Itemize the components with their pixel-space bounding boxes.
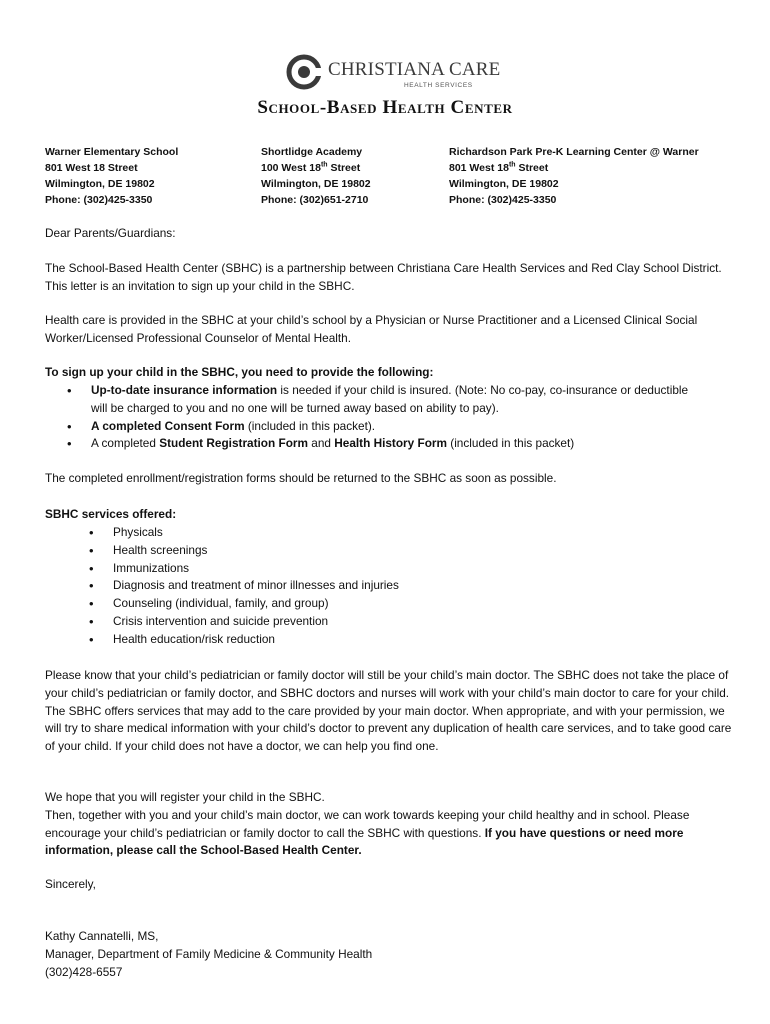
signer-name: Kathy Cannatelli, MS, <box>45 929 159 943</box>
list-item: • Diagnosis and treatment of minor illnesses and injuries <box>89 577 689 595</box>
address-block-richardson-park <box>449 144 699 208</box>
list-item: • Counseling (individual, family, and group) <box>89 595 689 613</box>
logo-subtitle: HEALTH SERVICES <box>404 82 473 89</box>
page-title: School-Based Health Center <box>257 97 513 118</box>
return-note: The completed enrollment/registration forms should be returned to the SBHC as soon as possible. <box>45 471 557 485</box>
street-address: 801 West 18th Street <box>449 161 549 174</box>
list-item: • Health screenings <box>89 542 689 560</box>
list-item: • Up-to-date insurance information is needed if your child is insured. (Note: No co-pay, co-insurance or deductible will be charged to you and no one will be turned away based on ability to pay). <box>67 382 707 418</box>
list-item: • A completed Consent Form (included in this packet). <box>67 418 707 436</box>
list-item: • Health education/risk reduction <box>89 631 689 649</box>
signature-block <box>45 928 735 981</box>
doctor-paragraph: Please know that your child’s pediatrician or family doctor will still be your child’s main doctor. The SBHC does not take the place of your child’s pediatrician or family doctor, and SBHC doctors and nurses will work with your child’s main doctor to care for your child. The SBHC offers services that may add to the care provided by your main doctor. When appropriate, and with your permission, we will try to share medical information with your child’s doctor to prevent any duplication of health care services, and to take good care of your child. If your child does not have a doctor, we can help you find one. <box>45 668 732 754</box>
services-list <box>89 524 689 649</box>
closing: Sincerely, <box>45 877 96 891</box>
phone-number: Phone: (302)425-3350 <box>45 194 153 206</box>
services-heading: SBHC services offered: <box>45 507 177 521</box>
greeting: Dear Parents/Guardians: <box>45 226 176 240</box>
list-item: • Crisis intervention and suicide prevention <box>89 613 689 631</box>
address-block-shortlidge <box>261 144 371 208</box>
city-state-zip: Wilmington, DE 19802 <box>449 178 559 190</box>
hope-line: We hope that you will register your child in the SBHC. <box>45 790 325 804</box>
signer-phone: (302)428-6557 <box>45 964 123 979</box>
list-item: • Immunizations <box>89 560 689 578</box>
intro-paragraph: The School-Based Health Center (SBHC) is a partnership between Christiana Care Health Services and Red Clay School District. This letter is an invitation to sign up your child in the SBHC. <box>45 261 722 293</box>
street-address: 801 West 18 Street <box>45 162 138 174</box>
signer-title: Manager, Department of Family Medicine & Community Health <box>45 946 373 961</box>
phone-number: Phone: (302)425-3350 <box>449 194 557 206</box>
school-name: Richardson Park Pre-K Learning Center @ Warner <box>449 146 699 158</box>
christiana-care-logo <box>286 54 501 94</box>
closing-paragraph <box>45 789 735 860</box>
city-state-zip: Wilmington, DE 19802 <box>261 178 371 190</box>
requirements-heading: To sign up your child in the SBHC, you need to provide the following: <box>45 365 434 379</box>
christiana-care-logo-icon <box>286 54 322 90</box>
list-item: • Physicals <box>89 524 689 542</box>
list-item: • A completed Student Registration Form and Health History Form (included in this packet) <box>67 435 707 453</box>
street-address: 100 West 18th Street <box>261 161 361 174</box>
city-state-zip: Wilmington, DE 19802 <box>45 178 155 190</box>
school-name: Shortlidge Academy <box>261 146 363 158</box>
requirements-list <box>67 382 707 453</box>
phone-number: Phone: (302)651-2710 <box>261 194 369 206</box>
logo-name: CHRISTIANA CARE <box>328 59 501 80</box>
address-block-warner <box>45 144 178 208</box>
encourage-text: Then, together with you and your child’s main doctor, we can work towards keeping your child healthy and in school. Please encourage your child’s pediatrician or family doctor to call the SBHC with questions. If you have questions or need more information, please call the School-Based Health Center. <box>45 807 690 858</box>
school-name: Warner Elementary School <box>45 146 179 158</box>
care-paragraph: Health care is provided in the SBHC at your child’s school by a Physician or Nurse Practitioner and a Licensed Clinical Social Worker/Licensed Professional Counselor of Mental Health. <box>45 313 698 345</box>
